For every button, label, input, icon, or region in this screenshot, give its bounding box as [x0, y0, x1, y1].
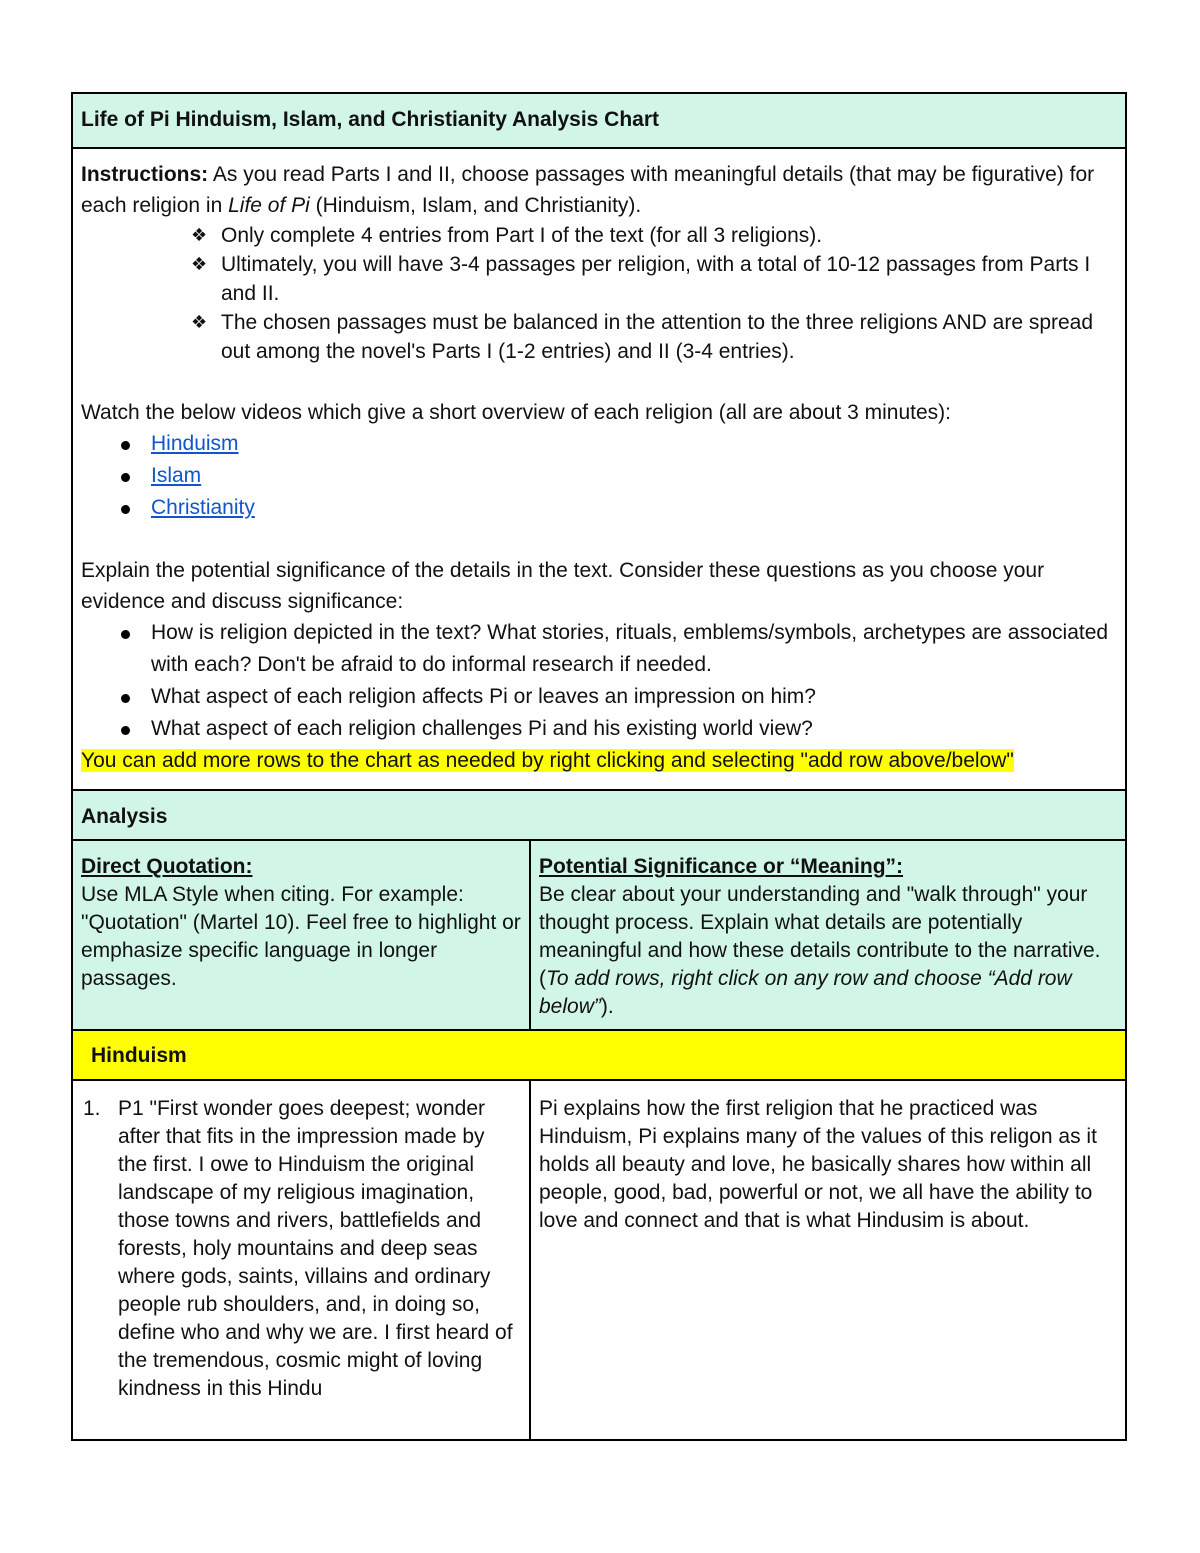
video-link-christianity[interactable]: Christianity: [151, 496, 255, 519]
question-item: How is religion depicted in the text? What stories, rituals, emblems/symbols, archetypes are associated with each? Don't be afraid to do informal research if needed.: [121, 617, 1117, 681]
entry-row: [73, 1081, 1125, 1439]
section-label: Hinduism: [91, 1044, 187, 1067]
instruction-bullet-text: Ultimately, you will have 3-4 passages per religion, with a total of 10-12 passages from Parts I and II.: [221, 253, 1091, 305]
quotation-instructions: Use MLA Style when citing. For example: "Quotation" (Martel 10). Feel free to highlight or emphasize specific language in longer passages.: [81, 883, 521, 990]
analysis-chart-table: [71, 92, 1127, 1441]
video-link-item: [121, 492, 1117, 524]
column-header-row: [73, 841, 1125, 1031]
diamond-bullet-icon: ❖: [191, 225, 208, 245]
section-row-hinduism: [73, 1031, 1125, 1081]
instruction-bullet-text: Only complete 4 entries from Part I of the text (for all 3 religions).: [221, 224, 823, 247]
videos-intro: Watch the below videos which give a short overview of each religion (all are about 3 minutes):: [81, 401, 951, 424]
quotation-heading: Direct Quotation:: [81, 855, 253, 878]
video-link-item: [121, 428, 1117, 460]
quotation-text: P1 "First wonder goes deepest; wonder after that fits in the impression made by the first. I owe to Hinduism the original landscape of my religious imagination, those towns and rivers, battlefields and forests, holy mountains and deep seas where gods, saints, villains and ordinary people rub shoulders, and, in doing so, define who and why we are. I first heard of the tremendous, cosmic might of loving kindness in this Hindu: [118, 1097, 513, 1400]
instructions-bullet-list: [81, 221, 1117, 366]
entry-number: 1.: [83, 1097, 101, 1120]
quotation-cell[interactable]: [73, 1081, 531, 1439]
video-link-hinduism[interactable]: Hinduism: [151, 432, 239, 455]
instructions-intro-end: (Hinduism, Islam, and Christianity).: [309, 194, 642, 217]
diamond-bullet-icon: ❖: [191, 312, 208, 332]
video-link-list: [81, 428, 1117, 524]
quotation-entry: [81, 1095, 521, 1403]
explain-text: Explain the potential significance of the details in the text. Consider these questions as you choose your evidence and discuss significance:: [81, 559, 1045, 613]
highlight-note: You can add more rows to the chart as needed by right clicking and selecting "add row above/below": [81, 749, 1014, 772]
instructions-cell: [73, 149, 1125, 791]
video-link-item: [121, 460, 1117, 492]
significance-instructions-end: ).: [600, 995, 614, 1018]
chart-title-row: [73, 94, 1125, 149]
questions-list: [81, 617, 1117, 745]
instruction-bullet-text: The chosen passages must be balanced in the attention to the three religions AND are spread out among the novel's Parts I (1-2 entries) and II (3-4 entries).: [221, 311, 1094, 363]
book-title: Life of Pi: [228, 194, 310, 217]
spacer: [81, 366, 1117, 397]
chart-title: Life of Pi Hinduism, Islam, and Christianity Analysis Chart: [81, 108, 660, 131]
significance-instructions-italic: To add rows, right click on any row and choose “Add row below”: [539, 967, 1072, 1018]
instructions-label: Instructions:: [81, 163, 209, 186]
instruction-bullet: [191, 308, 1117, 366]
spacer: [81, 524, 1117, 555]
video-link-islam[interactable]: Islam: [151, 464, 202, 487]
analysis-label: Analysis: [81, 805, 168, 828]
significance-cell[interactable]: [531, 1081, 1125, 1439]
highlight-note-wrapper: [81, 745, 1117, 777]
significance-instructions: [539, 881, 1117, 1021]
instruction-bullet: [191, 250, 1117, 308]
instructions-intro: [81, 159, 1117, 221]
instructions-intro-text: As you read Parts I and II, choose passages with meaningful details (that may be figurative) for each religion in: [81, 163, 1095, 217]
quotation-header-cell: [73, 841, 531, 1029]
instruction-bullet: [191, 221, 1117, 250]
significance-text: Pi explains how the first religion that he practiced was Hinduism, Pi explains many of the values of this religon as it holds all beauty and love, he basically shares how within all people, good, bad, powerful or not, we all have the ability to love and connect and that is what Hindusim is about.: [539, 1097, 1097, 1232]
diamond-bullet-icon: ❖: [191, 254, 208, 274]
significance-header-cell: [531, 841, 1125, 1029]
significance-instructions-text: Be clear about your understanding and "walk through" your thought process. Explain what details are potentially meaningful and how these details contribute to the narrative. (: [539, 883, 1101, 990]
significance-heading: Potential Significance or “Meaning”:: [539, 855, 904, 878]
question-item: What aspect of each religion challenges Pi and his existing world view?: [121, 713, 1117, 745]
analysis-row: [73, 791, 1125, 841]
question-item: What aspect of each religion affects Pi or leaves an impression on him?: [121, 681, 1117, 713]
